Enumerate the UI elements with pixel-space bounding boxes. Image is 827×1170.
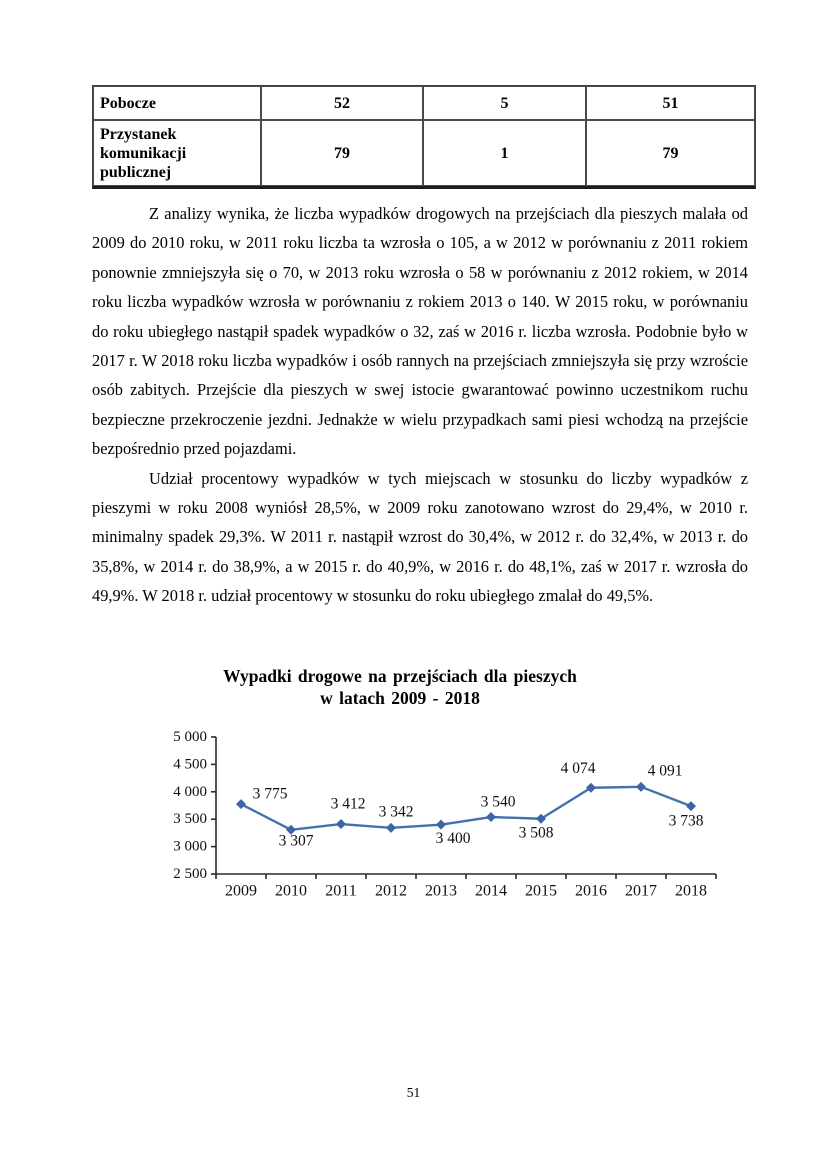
svg-text:3 775: 3 775 <box>252 785 288 803</box>
svg-text:2014: 2014 <box>475 882 507 900</box>
table <box>92 85 756 189</box>
accidents-line-chart <box>85 715 760 910</box>
svg-text:4 500: 4 500 <box>173 756 207 773</box>
table-cell-value: 79 <box>586 120 755 186</box>
table-cell-label: Przystanek komunikacji publicznej <box>93 120 261 186</box>
table-cell-value: 1 <box>423 120 586 186</box>
svg-text:2010: 2010 <box>275 882 307 900</box>
svg-text:5 000: 5 000 <box>173 729 207 745</box>
svg-text:3 500: 3 500 <box>173 811 207 828</box>
svg-text:3 412: 3 412 <box>330 795 366 813</box>
svg-text:2015: 2015 <box>525 882 557 900</box>
table-cell-value: 79 <box>261 120 423 186</box>
accidents-location-table <box>92 85 756 189</box>
svg-text:2011: 2011 <box>325 882 357 900</box>
svg-text:3 738: 3 738 <box>668 812 704 830</box>
svg-text:3 508: 3 508 <box>518 824 554 842</box>
svg-text:4 091: 4 091 <box>647 762 683 780</box>
svg-text:3 342: 3 342 <box>378 803 414 821</box>
svg-text:2 500: 2 500 <box>173 866 207 882</box>
svg-text:2013: 2013 <box>425 882 457 900</box>
table-row <box>93 120 755 186</box>
svg-text:3 000: 3 000 <box>173 838 207 855</box>
paragraph-accidents-analysis: Z analizy wynika, że liczba wypadków drogowych na przejściach dla pieszych malała od 2009 do 2010 roku, w 2011 roku liczba ta wzrosła o 105, a w 2012 w porównaniu z 2011 rokiem ponownie zmniejszyła się o 70, w 2013 roku wzrosła o 58 w porównaniu z 2012 rokiem, w 2014 roku liczba wypadków wzrosła w porównaniu z rokiem 2013 o 140. W 2015 roku, w porównaniu do roku ubiegłego nastąpił spadek wypadków o 32, zaś w 2016 r. liczba wzrosła. Podobnie było w 2017 r. W 2018 roku liczba wypadków i osób rannych na przejściach zmniejszyła się przy wzroście osób zabitych. Przejście dla pieszych w swej istocie gwarantować powinno uczestnikom ruchu bezpieczne przekroczenie jezdni. Jednakże w wielu przypadkach sami piesi wchodzą na przejście bezpośrednio przed pojazdami. <box>92 204 748 459</box>
svg-text:2016: 2016 <box>575 882 607 900</box>
table-row <box>93 86 755 120</box>
table-cell-value: 5 <box>423 86 586 120</box>
svg-text:4 000: 4 000 <box>173 783 207 800</box>
svg-text:2018: 2018 <box>675 882 707 900</box>
table-cell-value: 51 <box>586 86 755 120</box>
svg-text:2012: 2012 <box>375 882 407 900</box>
chart-title-line-1: Wypadki drogowe na przejściach dla pieszych <box>223 666 577 686</box>
svg-text:4 074: 4 074 <box>560 760 596 778</box>
chart-title <box>85 666 715 709</box>
paragraph-percentage-share: Udział procentowy wypadków w tych miejscach w stosunku do liczby wypadków z pieszymi w roku 2008 wyniósł 28,5%, w 2009 roku zanotowano wzrost do 29,4%, w 2010 r. minimalny spadek 29,3%. W 2011 r. nastąpił wzrost do 30,4%, w 2012 r. do 32,4%, w 2013 r. do 35,8%, w 2014 r. do 38,9%, a w 2015 r. do 40,9%, w 2016 r. do 48,1%, zaś w 2017 r. wzrosła do 49,9%. W 2018 r. udział procentowy w stosunku do roku ubiegłego zmalał do 49,5%. <box>92 468 748 606</box>
body-text <box>92 199 748 611</box>
svg-text:3 307: 3 307 <box>278 832 314 850</box>
svg-text:2009: 2009 <box>225 882 257 900</box>
svg-text:3 540: 3 540 <box>480 793 516 811</box>
chart-title-line-2: w latach 2009 - 2018 <box>320 687 480 708</box>
page-number: 51 <box>406 1085 421 1100</box>
svg-text:3 400: 3 400 <box>435 830 471 848</box>
svg-text:2017: 2017 <box>625 882 657 900</box>
table-cell-value: 52 <box>261 86 423 120</box>
table-cell-label: Pobocze <box>93 86 261 120</box>
